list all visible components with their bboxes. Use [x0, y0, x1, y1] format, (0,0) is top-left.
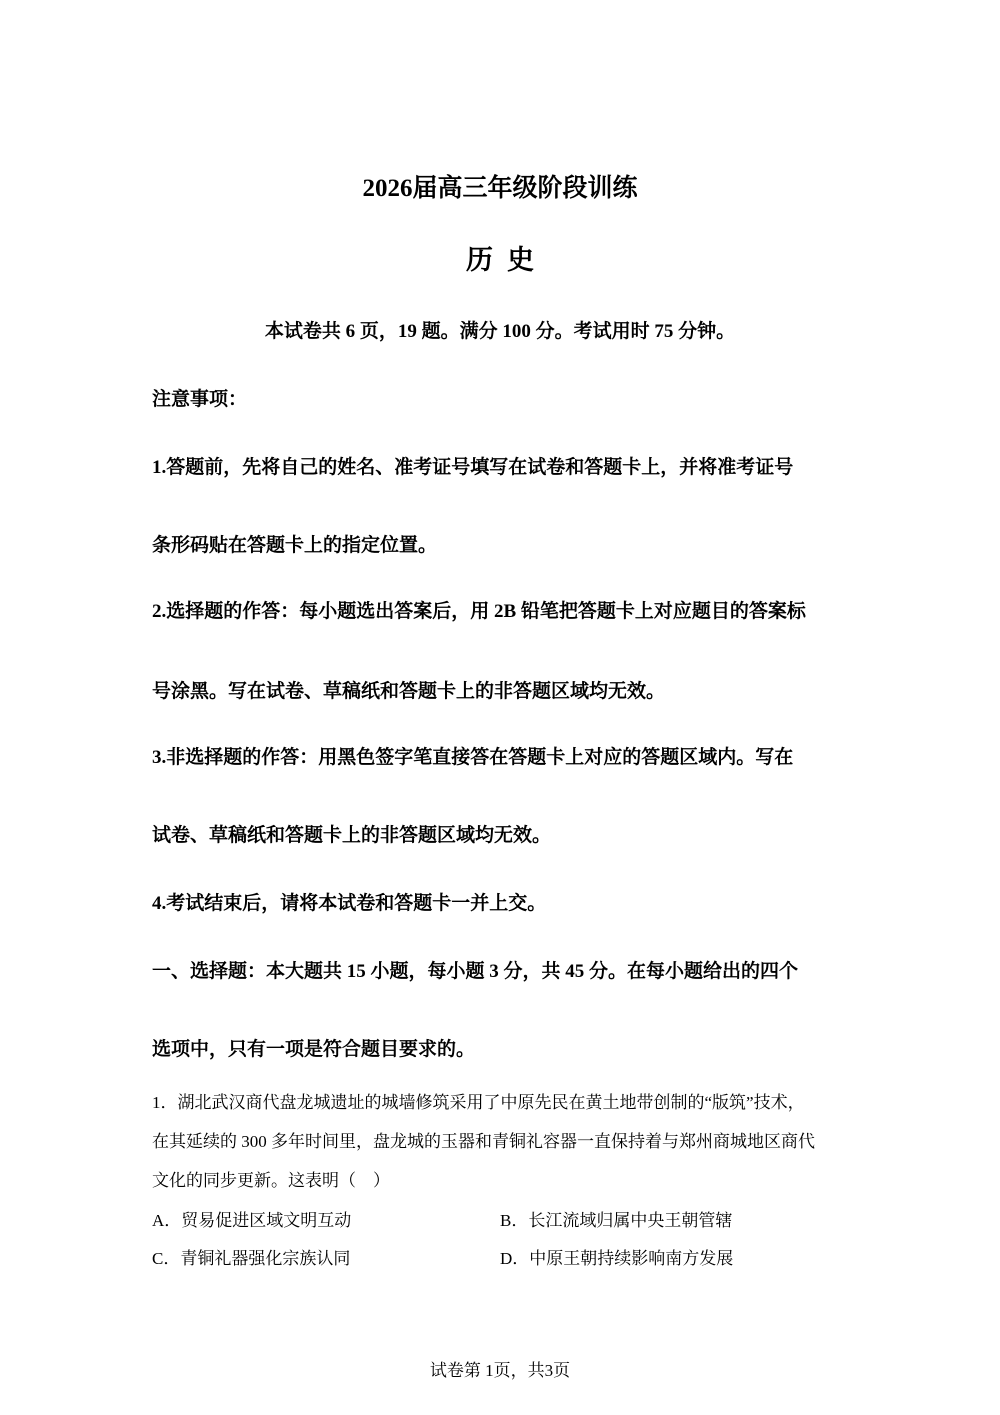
subject-title: 历史 — [466, 245, 548, 275]
question-stem-line: 1．湖北武汉商代盘龙城遗址的城墙修筑采用了中原先民在黄土地带创制的“版筑”技术， — [152, 1093, 805, 1112]
option-a: A．贸易促进区域文明互动 — [152, 1211, 352, 1230]
question-stem-line: 文化的同步更新。这表明（ ） — [152, 1171, 390, 1190]
option-d: D．中原王朝持续影响南方发展 — [500, 1249, 734, 1268]
notice-line: 号涂黑。写在试卷、草稿纸和答题卡上的非答题区域均无效。 — [152, 681, 666, 702]
notice-line: 4.考试结束后，请将本试卷和答题卡一并上交。 — [152, 893, 547, 914]
notice-heading: 注意事项： — [152, 389, 248, 410]
exam-title: 2026届高三年级阶段训练 — [362, 175, 638, 202]
question-stem-line: 在其延续的 300 多年时间里，盘龙城的玉器和青铜礼容器一直保持着与郑州商城地区商代 — [152, 1132, 815, 1151]
page-footer: 试卷第 1页，共3页 — [429, 1361, 571, 1380]
notice-line: 3.非选择题的作答：用黑色签字笔直接答在答题卡上对应的答题区域内。写在 — [152, 747, 794, 768]
exam-summary: 本试卷共 6 页，19 题。满分 100 分。考试用时 75 分钟。 — [264, 321, 736, 342]
option-b: B．长江流域归属中央王朝管辖 — [500, 1211, 733, 1230]
notice-line: 1.答题前，先将自己的姓名、准考证号填写在试卷和答题卡上，并将准考证号 — [152, 457, 794, 478]
option-c: C．青铜礼器强化宗族认同 — [152, 1249, 351, 1268]
notice-line: 试卷、草稿纸和答题卡上的非答题区域均无效。 — [152, 825, 552, 846]
section-heading: 选项中，只有一项是符合题目要求的。 — [152, 1039, 476, 1060]
notice-line: 2.选择题的作答：每小题选出答案后，用 2B 铅笔把答题卡上对应题目的答案标 — [152, 601, 806, 622]
section-heading: 一、选择题：本大题共 15 小题，每小题 3 分，共 45 分。在每小题给出的四个 — [152, 961, 799, 982]
notice-line: 条形码贴在答题卡上的指定位置。 — [152, 535, 438, 556]
